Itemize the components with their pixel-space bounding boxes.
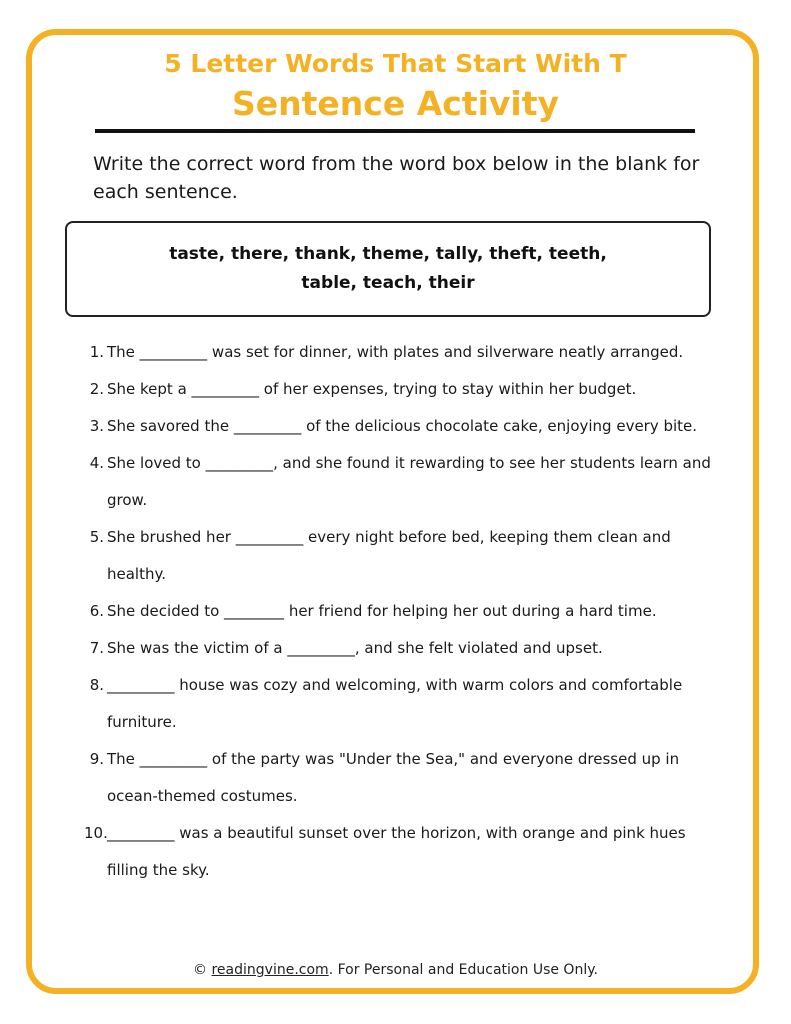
sentence-number: 1. — [89, 343, 104, 361]
sentence-text: She was the victim of a _________, and she felt violated and upset. — [107, 639, 603, 657]
word-box-line-2: table, teach, their — [301, 273, 475, 293]
sentence-item — [84, 371, 724, 408]
sentence-text: She decided to ________ her friend for helping her out during a hard time. — [107, 602, 657, 620]
sentence-number: 4. — [89, 454, 104, 472]
sentence-text: The _________ was set for dinner, with plates and silverware neatly arranged. — [107, 343, 684, 361]
word-box — [65, 221, 711, 317]
sentence-number: 5. — [89, 528, 104, 546]
sentence-number: 10. — [84, 824, 108, 842]
sentence-text: She kept a _________ of her expenses, trying to stay within her budget. — [107, 380, 637, 398]
sentence-number: 3. — [89, 417, 104, 435]
worksheet-title: 5 Letter Words That Start With T — [164, 49, 627, 78]
sentence-text: _________ house was cozy and welcoming, with warm colors and comfortable furniture. — [107, 676, 683, 731]
sentence-item — [84, 519, 724, 593]
sentence-number: 8. — [89, 676, 104, 694]
sentence-number: 9. — [89, 750, 104, 768]
sentence-item — [84, 741, 724, 815]
worksheet-subtitle: Sentence Activity — [231, 84, 560, 123]
sentence-text: She brushed her _________ every night before bed, keeping them clean and healthy. — [107, 528, 671, 583]
sentence-text: The _________ of the party was "Under the Sea," and everyone dressed up in ocean-themed costumes. — [107, 750, 680, 805]
footer-copyright: © — [193, 962, 212, 978]
footer-site-link[interactable]: readingvine.com — [211, 962, 329, 978]
sentence-item — [84, 667, 724, 741]
sentence-item — [84, 815, 724, 889]
sentence-item — [84, 334, 724, 371]
sentence-text: _________ was a beautiful sunset over the horizon, with orange and pink hues filling the sky. — [107, 824, 686, 879]
sentence-item — [84, 445, 724, 519]
sentence-number: 2. — [89, 380, 104, 398]
word-box-line-1: taste, there, thank, theme, tally, theft, teeth, — [169, 244, 607, 264]
sentence-item — [84, 408, 724, 445]
sentence-number: 7. — [89, 639, 104, 657]
title-divider — [95, 129, 695, 133]
sentence-item — [84, 630, 724, 667]
sentence-text: She savored the _________ of the delicious chocolate cake, enjoying every bite. — [107, 417, 698, 435]
sentence-item — [84, 593, 724, 630]
sentence-text: She loved to _________, and she found it rewarding to see her students learn and grow. — [107, 454, 711, 509]
footer-usage-note: . For Personal and Education Use Only. — [328, 962, 598, 978]
footer — [0, 962, 791, 978]
sentence-list — [84, 334, 724, 889]
sentence-number: 6. — [89, 602, 104, 620]
instructions-text: Write the correct word from the word box below in the blank for each sentence. — [93, 153, 700, 203]
